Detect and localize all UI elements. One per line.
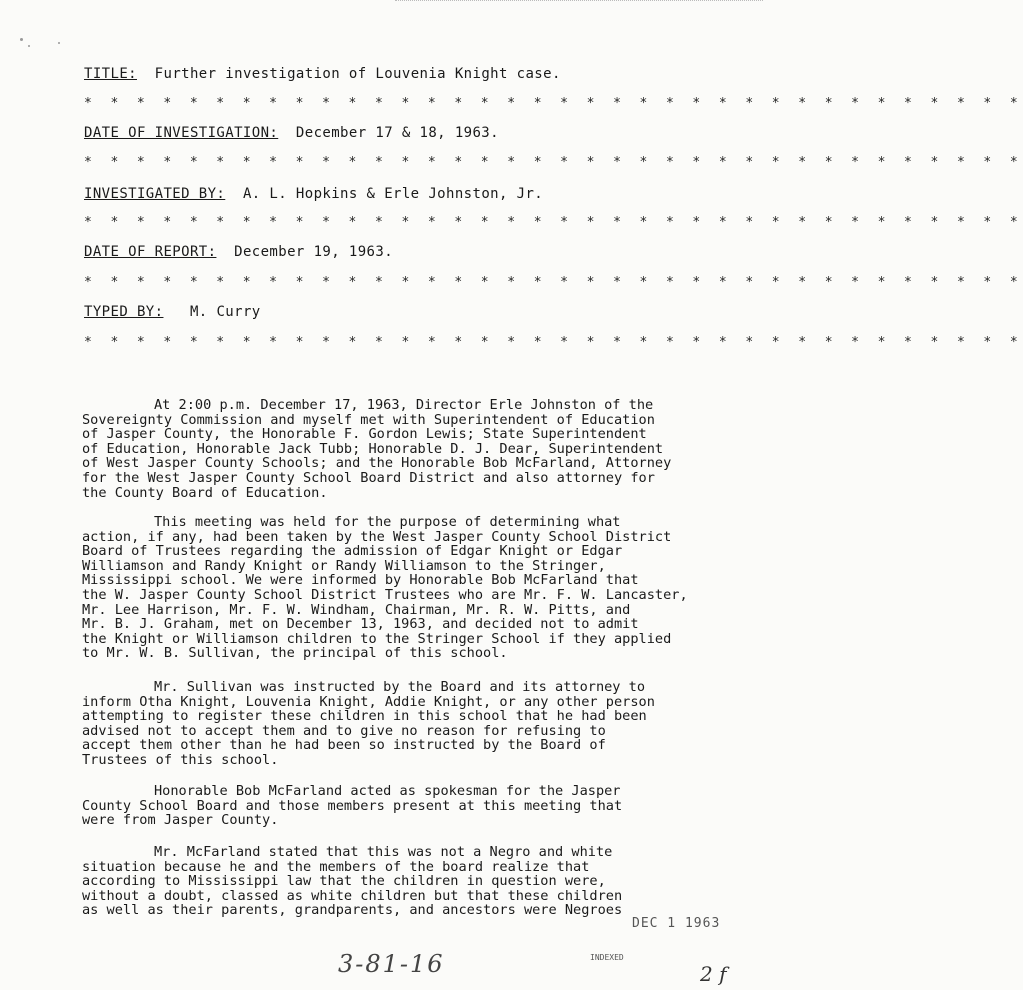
text-line: of West Jasper County Schools; and the Honorable Bob McFarland, Attorney <box>82 455 672 472</box>
paragraph-3 <box>82 680 752 768</box>
typed-by-value: M. Curry <box>189 304 261 320</box>
text-line: Mr. McFarland stated that this was not a Negro and white <box>154 844 613 860</box>
text-line: Honorable Bob McFarland acted as spokesman for the Jasper <box>154 783 621 799</box>
text-line: the W. Jasper County School District Trustees who are Mr. F. W. Lancaster, <box>82 586 688 603</box>
title-label: TITLE: <box>84 66 137 82</box>
title-line <box>84 66 561 82</box>
star-divider: * * * * * * * * * * * * * * * * * * * * * * * * * * * * * * * * * * * * <box>84 335 1023 350</box>
text-line: This meeting was held for the purpose of determining what <box>154 514 621 530</box>
text-line: according to Mississippi law that the children in question were, <box>82 873 606 890</box>
paragraph-4 <box>82 784 752 828</box>
star-divider: * * * * * * * * * * * * * * * * * * * * * * * * * * * * * * * * * * * * <box>84 215 1023 230</box>
star-divider: * * * * * * * * * * * * * * * * * * * * * * * * * * * * * * * * * * * * <box>84 96 1023 111</box>
text-line: the Knight or Williamson children to the Stringer School if they applied <box>82 630 672 647</box>
investigators-value: A. L. Hopkins & Erle Johnston, Jr. <box>242 186 544 202</box>
text-line: Trustees of this school. <box>82 751 279 768</box>
text-line: for the West Jasper County School Board District and also attorney for <box>82 469 655 486</box>
star-divider: * * * * * * * * * * * * * * * * * * * * * * * * * * * * * * * * * * * * <box>84 155 1023 170</box>
report-date-label: DATE OF REPORT: <box>84 244 217 260</box>
handwritten-file-number: 3-81-16 <box>338 950 445 978</box>
paragraph-5 <box>82 845 752 918</box>
scan-speck <box>28 45 30 47</box>
text-line: At 2:00 p.m. December 17, 1963, Director Erle Johnston of the <box>154 397 654 413</box>
investigators-line <box>84 186 543 202</box>
text-line: the County Board of Education. <box>82 484 328 501</box>
text-line: Mr. Sullivan was instructed by the Board and its attorney to <box>154 679 646 695</box>
text-line: advised not to accept them and to give no reason for refusing to <box>82 722 606 739</box>
text-line: accept them other than he had been so instructed by the Board of <box>82 737 606 754</box>
paragraph-2 <box>82 515 752 661</box>
text-line: action, if any, had been taken by the West Jasper County School District <box>82 528 672 545</box>
text-line: were from Jasper County. <box>82 812 279 829</box>
investigation-date-line <box>84 125 499 141</box>
text-line: Sovereignty Commission and myself met with Superintendent of Education <box>82 411 655 428</box>
investigation-date-label: DATE OF INVESTIGATION: <box>84 125 279 141</box>
text-line: Mr. B. J. Graham, met on December 13, 1963, and decided not to admit <box>82 616 639 633</box>
typed-by-line <box>84 304 261 320</box>
text-line: to Mr. W. B. Sullivan, the principal of this school. <box>82 645 508 662</box>
scan-speck <box>58 42 60 44</box>
text-line: Williamson and Randy Knight or Randy Williamson to the Stringer, <box>82 557 606 574</box>
investigators-label: INVESTIGATED BY: <box>84 186 226 202</box>
text-line: as well as their parents, grandparents, and ancestors were Negroes <box>82 902 623 919</box>
text-line: of Jasper County, the Honorable F. Gordon Lewis; State Superintendent <box>82 426 647 443</box>
text-line: inform Otha Knight, Louvenia Knight, Addie Knight, or any other person <box>82 693 655 710</box>
typed-by-label: TYPED BY: <box>84 304 164 320</box>
handwritten-page-mark: 2 f <box>700 962 727 986</box>
text-line: attempting to register these children in this school that he had been <box>82 708 647 725</box>
text-line: of Education, Honorable Jack Tubb; Honorable D. J. Dear, Superintendent <box>82 440 664 457</box>
text-line: Board of Trustees regarding the admission of Edgar Knight or Edgar <box>82 543 623 560</box>
text-line: County School Board and those members present at this meeting that <box>82 797 623 814</box>
text-line: Mississippi school. We were informed by Honorable Bob McFarland that <box>82 572 639 589</box>
text-line: situation because he and the members of the board realize that <box>82 858 590 875</box>
received-date-stamp: DEC 1 1963 <box>632 916 721 931</box>
indexed-stamp: INDEXED <box>590 953 624 962</box>
report-date-value: December 19, 1963. <box>234 244 394 260</box>
scan-speck <box>20 38 23 41</box>
star-divider: * * * * * * * * * * * * * * * * * * * * * * * * * * * * * * * * * * * * <box>84 275 1023 290</box>
report-date-line <box>84 244 393 260</box>
text-line: without a doubt, classed as white children but that these children <box>82 887 623 904</box>
investigation-date-value: December 17 & 18, 1963. <box>295 125 499 141</box>
paragraph-1 <box>82 398 752 500</box>
title-value: Further investigation of Louvenia Knight case. <box>154 66 561 82</box>
scan-edge-dots <box>395 0 763 3</box>
text-line: Mr. Lee Harrison, Mr. F. W. Windham, Chairman, Mr. R. W. Pitts, and <box>82 601 631 618</box>
